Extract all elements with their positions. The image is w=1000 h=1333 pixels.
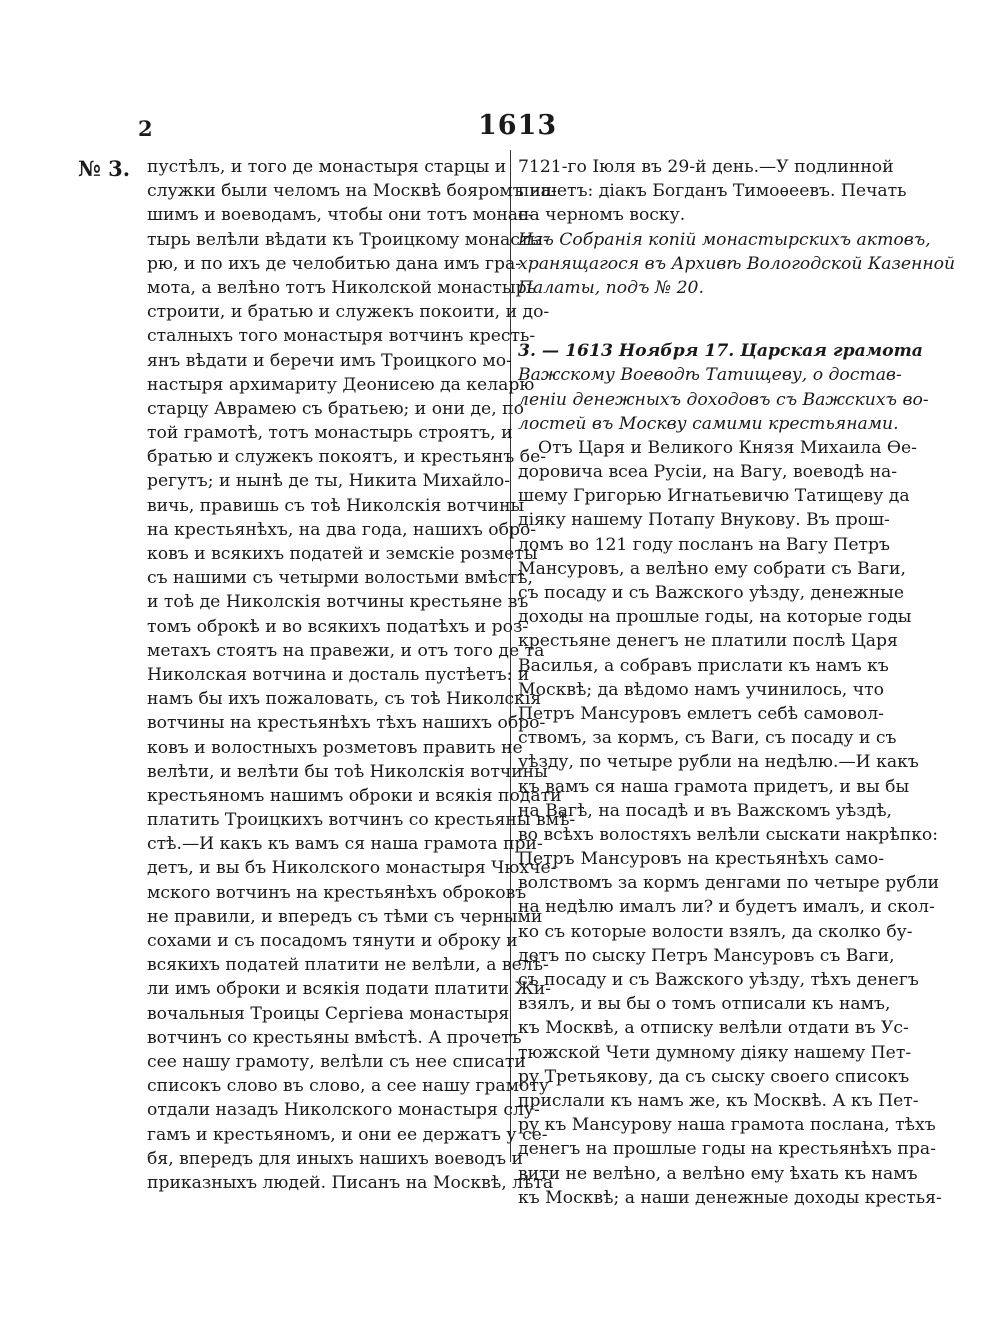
text-line: бя, впередъ для иныхъ нашихъ воеводъ и <box>147 1148 523 1169</box>
text-line: ру къ Мансурову наша грамота послана, тѣхъ <box>518 1115 936 1136</box>
title-line: 3. — 1613 Ноября 17. Царская грамота <box>518 341 923 362</box>
text-line: всякихъ податей платити не велѣли, а велѣ- <box>147 955 549 976</box>
text-line: детъ, и вы бъ Николского монастыря Чюхче- <box>147 858 557 879</box>
document-closing <box>518 155 907 228</box>
text-line: денегъ на прошлые годы на крестьянѣхъ пра- <box>518 1139 936 1160</box>
text-line: къ Москвѣ; а наши денежные доходы крестья- <box>518 1187 942 1208</box>
text-line: сее нашу грамоту, велѣли съ нее списати <box>147 1051 526 1072</box>
text-line: мского вотчинъ на крестьянѣхъ оброковъ <box>147 882 527 903</box>
text-line: метахъ стоятъ на правежи, и отъ того де та <box>147 640 545 661</box>
page-number: 2 <box>138 116 153 141</box>
right-column <box>518 155 956 1210</box>
text-line: доровича всеа Русіи, на Вагу, воеводѣ на- <box>518 462 898 483</box>
text-line: пустѣлъ, и того де монастыря старцы и <box>147 157 507 177</box>
text-line: во всѣхъ волостяхъ велѣли сыскати накрѣпко: <box>518 824 939 845</box>
text-line: волствомъ за кормъ денгами по четыре рубли <box>518 873 940 894</box>
text-line: ствомъ, за кормъ, съ Ваги, съ посаду и съ <box>518 728 897 749</box>
text-line: отдали назадъ Николского монастыря слу- <box>147 1100 540 1121</box>
text-line: ковъ и всякихъ податей и земскіе розметы <box>147 544 538 564</box>
section-gap <box>518 300 884 339</box>
title-line: леніи денежныхъ доходовъ съ Важскихъ во- <box>518 389 929 410</box>
title-line: лостей въ Москву самими крестьянами. <box>518 413 899 434</box>
text-line: діяку нашему Потапу Внукову. Въ прош- <box>518 510 890 531</box>
text-line: доходы на прошлые годы, на которые годы <box>518 607 912 628</box>
text-line: Петръ Мансуровъ на крестьянѣхъ само- <box>518 849 884 870</box>
title-line: Важскому Воеводѣ Татищеву, о достав- <box>518 365 902 386</box>
text-line: на черномъ воску. <box>518 205 686 226</box>
text-line: вотчины на крестьянѣхъ тѣхъ нашихъ обро- <box>147 713 546 734</box>
document-body <box>518 436 942 1210</box>
document-number: № 3. <box>78 156 131 181</box>
text-line: Отъ Царя и Великого Князя Михаила Ѳе- <box>538 437 917 458</box>
text-line: крестьяномъ нашимъ оброки и всякія подати <box>147 785 562 806</box>
text-line: томъ оброкѣ и во всякихъ податѣхъ и роз- <box>147 616 529 637</box>
text-line: приказныхъ людей. Писанъ на Москвѣ, лѣта <box>147 1172 554 1193</box>
text-line: старцу Аврамею съ братьею; и они де, по <box>147 398 524 419</box>
text-line: вотчинъ со крестьяны вмѣстѣ. А прочетъ <box>147 1027 522 1048</box>
text-line: ко съ которые волости взялъ, да сколко бу- <box>518 921 913 942</box>
document-title <box>518 339 929 436</box>
text-line: Мансуровъ, а велѣно ему собрати съ Ваги, <box>518 558 906 579</box>
source-line: хранящагося въ Архивѣ Вологодской Казенной <box>518 253 956 274</box>
text-line: не правили, и впередъ съ тѣми съ черными <box>147 906 543 927</box>
source-line: Изъ Собранія копій монастырскихъ актовъ, <box>518 229 931 250</box>
text-line: 7121-го Іюля въ 29-й день.—У подлинной <box>518 157 894 177</box>
text-line: пишетъ: діакъ Богданъ Тимоѳеевъ. Печать <box>518 181 907 202</box>
text-line: съ нашими съ четырми волостьми вмѣстѣ, <box>147 568 533 589</box>
text-line: взялъ, и вы бы о томъ отписали къ намъ, <box>518 994 891 1015</box>
text-line: платить Троицкихъ вотчинъ со крестьяны вмѣ- <box>147 810 576 831</box>
text-line: списокъ слово въ слово, а сее нашу грамоту <box>147 1076 549 1097</box>
text-line: вити не велѣно, а велѣно ему ѣхать къ намъ <box>518 1163 918 1184</box>
text-line: сталныхъ того монастыря вотчинъ кресть- <box>147 326 536 347</box>
text-line: велѣти, и велѣти бы тоѣ Николскія вотчины <box>147 761 548 782</box>
text-line: детъ по сыску Петръ Мансуровъ съ Ваги, <box>518 945 895 966</box>
text-line: вочальныя Троицы Сергіева монастыря <box>147 1003 510 1024</box>
source-note <box>518 228 956 301</box>
text-line: гамъ и крестьяномъ, и они ее держатъ у се- <box>147 1124 548 1145</box>
text-line: съ посаду и съ Важского уѣзду, тѣхъ денегъ <box>518 970 919 990</box>
text-line: Москвѣ; да вѣдомо намъ учинилось, что <box>518 679 884 700</box>
text-line: тюжской Чети думному діяку нашему Пет- <box>518 1042 912 1063</box>
page-year: 1613 <box>478 110 558 141</box>
text-line: служки были челомъ на Москвѣ бояромъ на- <box>147 181 557 202</box>
text-line: Петръ Мансуровъ емлетъ себѣ самовол- <box>518 703 884 724</box>
text-line: регутъ; и нынѣ де ты, Никита Михайло- <box>147 471 511 492</box>
text-line: сохами и съ посадомъ тянути и оброку и <box>147 931 518 951</box>
text-line: съ посаду и съ Важского уѣзду, денежные <box>518 583 904 603</box>
text-line: ломъ во 121 году посланъ на Вагу Петръ <box>518 534 890 555</box>
text-line: вичь, правишь съ тоѣ Николскія вотчины <box>147 495 525 516</box>
text-line: намъ бы ихъ пожаловать, съ тоѣ Николскія <box>147 689 542 710</box>
text-line: стѣ.—И какъ къ вамъ ся наша грамота при- <box>147 834 543 855</box>
text-line: той грамотѣ, тотъ монастырь строятъ, и <box>147 423 513 444</box>
text-line: ковъ и волостныхъ розметовъ править не <box>147 737 523 758</box>
left-column <box>147 155 576 1195</box>
text-line: къ Москвѣ, а отписку велѣли отдати въ Ус- <box>518 1018 909 1039</box>
text-line: на недѣлю ималъ ли? и будетъ ималъ, и скол- <box>518 897 935 918</box>
text-line: настыря архимариту Деонисею да келарю <box>147 374 535 395</box>
text-line: тырь велѣли вѣдати къ Троицкому монасты- <box>147 229 549 250</box>
text-line: Василья, а собравъ прислати къ намъ къ <box>518 655 889 676</box>
text-line: Николская вотчина и досталь пустѣетъ: и <box>147 664 530 685</box>
text-line: и тоѣ де Николскія вотчины крестьяне въ <box>147 592 529 613</box>
text-line: уѣзду, по четыре рубли на недѣлю.—И какъ <box>518 752 919 773</box>
text-line: ли имъ оброки и всякія подати платити Жи- <box>147 979 552 1000</box>
text-line: крестьяне денегъ не платили послѣ Царя <box>518 631 898 652</box>
text-line: строити, и братью и служекъ покоити, и до- <box>147 302 550 323</box>
text-line: рю, и по ихъ де челобитью дана имъ гра- <box>147 253 522 274</box>
text-line: братью и служекъ покоятъ, и крестьянъ бе- <box>147 447 547 468</box>
text-line: ру Третьякову, да съ сыску своего списокъ <box>518 1066 910 1087</box>
text-line: къ вамъ ся наша грамота придетъ, и вы бы <box>518 776 910 797</box>
text-line: мота, а велѣно тотъ Николской монастырь <box>147 277 536 298</box>
text-line: янъ вѣдати и беречи имъ Троицкого мо- <box>147 350 512 371</box>
text-line: на крестьянѣхъ, на два года, нашихъ обро- <box>147 519 537 540</box>
text-line: прислали къ намъ же, къ Москвѣ. А къ Пет- <box>518 1090 919 1111</box>
source-line: Палаты, подъ № 20. <box>518 277 704 298</box>
text-line: шимъ и воеводамъ, чтобы они тотъ монас- <box>147 205 534 226</box>
text-line: на Вагѣ, на посадѣ и въ Важскомъ уѣздѣ, <box>518 800 893 821</box>
text-line: шему Григорью Игнатьевичю Татищеву да <box>518 486 910 507</box>
